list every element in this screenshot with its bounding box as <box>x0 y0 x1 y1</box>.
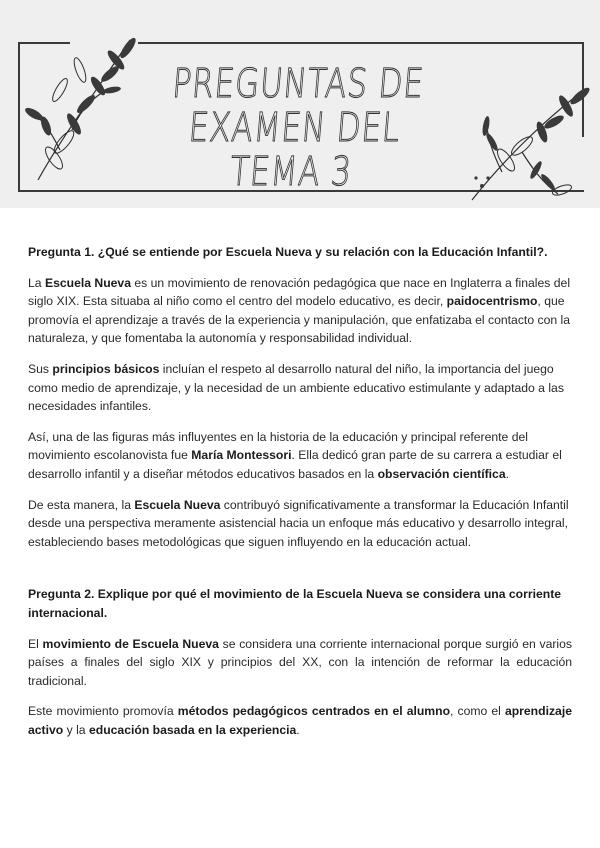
q1-paragraph-2: Sus principios básicos incluían el respeto al desarrollo natural del niño, la importancia del juego como medio de aprendizaje, y la necesidad de un ambiente educativo estimulante y adaptado a las necesidades infantiles. <box>28 361 564 414</box>
document-body <box>28 243 572 751</box>
q1-paragraph-1: La Escuela Nueva es un movimiento de renovación pedagógica que nace en Inglaterra a finales del siglo XIX. Esta situaba al niño como el centro del modelo educativo, es decir, paidocentrismo, que promovía el aprendizaje a través de la experiencia y manipulación, que enfatizaba el contacto con la naturaleza, y que fomentaba la autonomía y responsabilidad individual. <box>28 275 571 346</box>
q1-paragraph-4: De esta manera, la Escuela Nueva contribuyó significativamente a transformar la Educación Infantil desde una perspectiva meramente asistencial hacia un enfoque más educativo y desarrollo integral, estableciendo bases metodológicas que siguen influyendo en la educación actual. <box>28 497 569 549</box>
section-spacer <box>28 563 572 585</box>
question-2-heading: Pregunta 2. Explique por qué el movimiento de la Escuela Nueva se considera una corriente internacional. <box>28 587 562 620</box>
title-line-2: EXAMEN DEL TEMA 3 <box>187 105 403 195</box>
q2-paragraph-2: Este movimiento promovía métodos pedagógicos centrados en el alumno, como el aprendizaje activo y la educación basada en la experiencia. <box>28 704 572 737</box>
title-line-1: PREGUNTAS DE <box>170 61 426 107</box>
page-title <box>135 61 456 195</box>
question-1-heading: Pregunta 1. ¿Qué se entiende por Escuela Nueva y su relación con la Educación Infantil?. <box>28 245 548 259</box>
header-banner <box>0 0 600 208</box>
q1-paragraph-3: Así, una de las figuras más influyentes en la historia de la educación y principal referente del movimiento escolanovista fue María Montessori. Ella dedicó gran parte de su carrera a estudiar el desarrollo infantil y a diseñar métodos educativos basados en la observación científica. <box>28 429 562 481</box>
leaf-branch-right-icon <box>462 82 592 206</box>
q2-paragraph-1: El movimiento de Escuela Nueva se considera una corriente internacional porque surgió en varios países a finales del siglo XIX y principios del XX, con la intención de reformar la educación tradicional. <box>28 636 572 688</box>
